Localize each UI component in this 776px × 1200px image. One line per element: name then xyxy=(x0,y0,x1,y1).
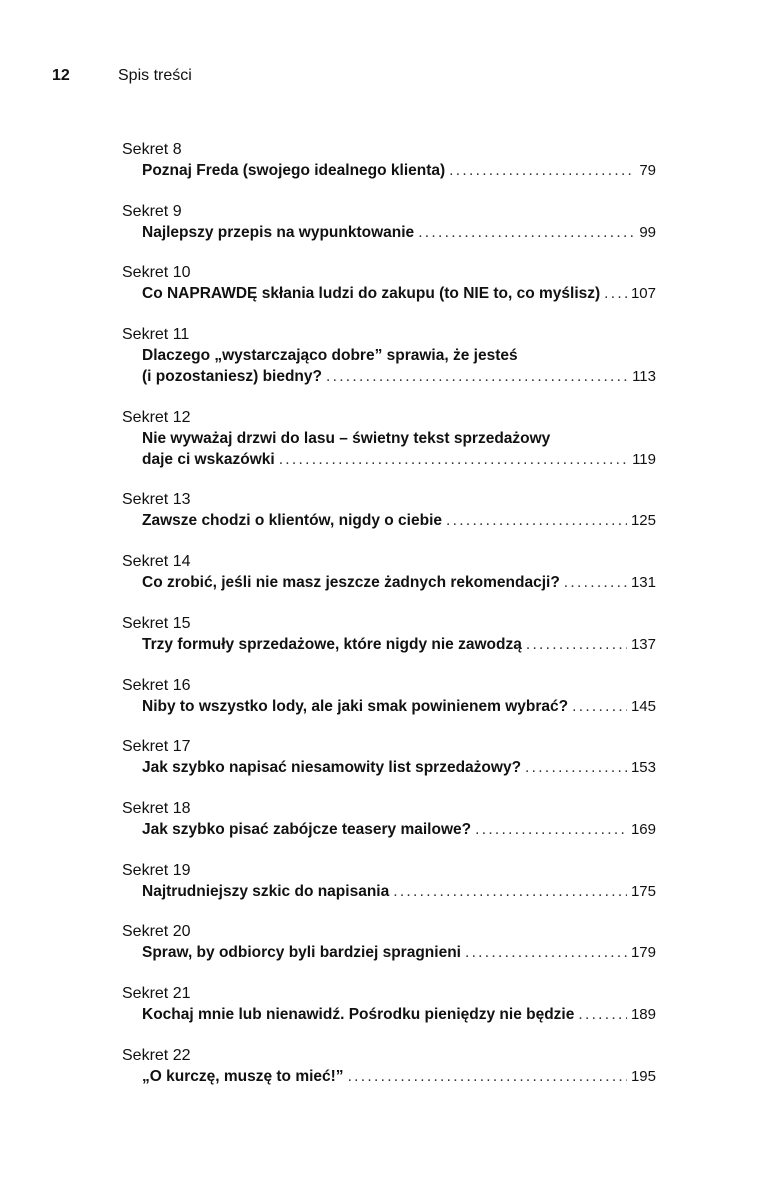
dot-leader xyxy=(465,942,627,963)
dot-leader xyxy=(604,283,627,304)
toc-entry[interactable] xyxy=(122,861,656,902)
dot-leader xyxy=(449,160,635,181)
toc-entry-title xyxy=(122,881,656,902)
toc-entry[interactable] xyxy=(122,1046,656,1087)
dot-leader xyxy=(326,366,628,387)
toc-entry-page-number: 137 xyxy=(630,635,656,653)
toc-entry-page-number: 195 xyxy=(630,1067,656,1085)
toc-entry-page-number: 175 xyxy=(630,882,656,900)
toc-entry-label: Sekret 12 xyxy=(122,408,191,426)
toc-entry-page-number: 131 xyxy=(630,574,656,592)
toc-entry-title-text: (i pozostaniesz) biedny? xyxy=(142,368,322,386)
toc-entry-label: Sekret 19 xyxy=(122,861,191,879)
toc-entry-label: Sekret 9 xyxy=(122,202,182,220)
toc-entry-title-line: Nie wyważaj drzwi do lasu – świetny tekst sprzedażowy xyxy=(142,429,551,447)
toc-entry-row xyxy=(142,881,656,902)
toc-entry-page-number: 125 xyxy=(630,512,656,530)
page-header xyxy=(52,64,192,88)
toc-entry-row xyxy=(142,1004,656,1025)
toc-entry-page-number: 113 xyxy=(632,368,656,386)
toc-entry-title xyxy=(122,757,656,778)
toc-entry[interactable] xyxy=(122,325,656,387)
toc-entry-label: Sekret 18 xyxy=(122,799,191,817)
toc-entry-title-text: Najlepszy przepis na wypunktowanie xyxy=(142,223,415,241)
dot-leader xyxy=(475,819,627,840)
toc-entry-label: Sekret 13 xyxy=(122,491,191,509)
toc-entry-title-text: Spraw, by odbiorcy byli bardziej spragnieni xyxy=(142,944,461,962)
toc-entry-title-text: Najtrudniejszy szkic do napisania xyxy=(142,882,390,900)
toc-entry-row xyxy=(142,283,656,304)
toc-entry-label: Sekret 10 xyxy=(122,264,191,282)
toc-entry-label: Sekret 20 xyxy=(122,923,191,941)
toc-entry-title xyxy=(122,345,656,387)
toc-entry-label: Sekret 14 xyxy=(122,553,191,571)
toc-entry-title-text: Trzy formuły sprzedażowe, które nigdy nie zawodzą xyxy=(142,635,522,653)
toc-entry-row xyxy=(142,696,656,717)
toc-entry-page-number: 99 xyxy=(639,223,656,241)
toc-entry-row xyxy=(142,510,656,531)
toc-entry[interactable] xyxy=(122,408,656,470)
toc-entry-row xyxy=(142,942,656,963)
toc-entry-row xyxy=(142,160,656,181)
toc-entry-title xyxy=(122,942,656,963)
toc-entry[interactable] xyxy=(122,552,656,593)
toc-entry-title xyxy=(122,696,656,717)
toc-entry-title xyxy=(122,510,656,531)
toc-entry-page-number: 145 xyxy=(630,697,656,715)
toc-entry-row xyxy=(142,819,656,840)
toc-entry-page-number: 189 xyxy=(630,1005,656,1023)
toc-entry-label: Sekret 15 xyxy=(122,614,191,632)
toc-entry-title xyxy=(122,819,656,840)
dot-leader xyxy=(526,634,627,655)
toc-entry-title-text: Co NAPRAWDĘ skłania ludzi do zakupu (to NIE to, co myślisz) xyxy=(142,285,601,303)
toc-entry-title-text: Niby to wszystko lody, ale jaki smak powinienem wybrać? xyxy=(142,697,569,715)
dot-leader xyxy=(393,881,627,902)
toc-entry-row xyxy=(142,222,656,243)
toc-entry-title-text: Co zrobić, jeśli nie masz jeszcze żadnych rekomendacji? xyxy=(142,574,560,592)
toc-entry-row xyxy=(142,572,656,593)
toc-entry[interactable] xyxy=(122,202,656,243)
toc-entry-row xyxy=(142,757,656,778)
toc-entry[interactable] xyxy=(122,737,656,778)
page-number: 12 xyxy=(52,67,70,84)
toc-entry-title-text: Jak szybko napisać niesamowity list sprzedażowy? xyxy=(142,759,522,777)
toc-entry-label: Sekret 11 xyxy=(122,326,190,344)
toc-entry-title xyxy=(122,572,656,593)
toc-entry-title-text: daje ci wskazówki xyxy=(142,450,275,468)
toc-entry[interactable] xyxy=(122,263,656,304)
toc-entry-page-number: 153 xyxy=(630,759,656,777)
toc-entry[interactable] xyxy=(122,614,656,655)
toc-entry-label: Sekret 22 xyxy=(122,1046,191,1064)
dot-leader xyxy=(446,510,627,531)
toc-entry-title xyxy=(122,1004,656,1025)
dot-leader xyxy=(564,572,627,593)
toc-entry-row xyxy=(142,634,656,655)
toc-entry-row xyxy=(142,366,656,387)
dot-leader xyxy=(572,696,627,717)
toc-entry[interactable] xyxy=(122,490,656,531)
toc-entry-title-text: Zawsze chodzi o klientów, nigdy o ciebie xyxy=(142,512,443,530)
dot-leader xyxy=(279,449,628,470)
toc-entry-title-text: Poznaj Freda (swojego idealnego klienta) xyxy=(142,162,446,179)
toc-entry-title xyxy=(122,634,656,655)
toc-entry-label: Sekret 16 xyxy=(122,676,191,694)
toc-entry-row xyxy=(142,449,656,470)
toc-entry[interactable] xyxy=(122,140,656,181)
toc-entry[interactable] xyxy=(122,676,656,717)
toc-entry-title xyxy=(122,283,656,304)
toc-entry-title-line: Dlaczego „wystarczająco dobre” sprawia, że jesteś xyxy=(142,347,518,365)
toc-entry-label: Sekret 8 xyxy=(122,141,182,158)
dot-leader xyxy=(525,757,627,778)
toc-entry-page-number: 119 xyxy=(632,450,656,468)
toc-entry[interactable] xyxy=(122,799,656,840)
toc-entry-label: Sekret 17 xyxy=(122,738,191,756)
toc-entry[interactable] xyxy=(122,922,656,963)
toc-entry[interactable] xyxy=(122,984,656,1025)
toc-entry-title xyxy=(122,1066,656,1087)
toc-entry-page-number: 107 xyxy=(630,285,656,303)
toc-entry-title xyxy=(122,222,656,243)
toc-entry-title xyxy=(122,428,656,470)
dot-leader xyxy=(418,222,635,243)
dot-leader xyxy=(578,1004,627,1025)
toc-entry-title-text: Kochaj mnie lub nienawidź. Pośrodku pieniędzy nie będzie xyxy=(142,1005,575,1023)
toc-entry-label: Sekret 21 xyxy=(122,984,191,1002)
toc-entry-page-number: 179 xyxy=(630,944,656,962)
toc-entry-page-number: 79 xyxy=(639,162,656,179)
dot-leader xyxy=(348,1066,627,1087)
toc-entry-title xyxy=(122,160,656,181)
toc-entry-row xyxy=(142,1066,656,1087)
toc-entry-page-number: 169 xyxy=(630,820,656,838)
running-head: Spis treści xyxy=(118,67,192,84)
toc-entry-title-text: „O kurczę, muszę to mieć!” xyxy=(142,1067,344,1085)
table-of-contents xyxy=(122,140,656,1107)
toc-entry-title-text: Jak szybko pisać zabójcze teasery mailowe? xyxy=(142,820,472,838)
